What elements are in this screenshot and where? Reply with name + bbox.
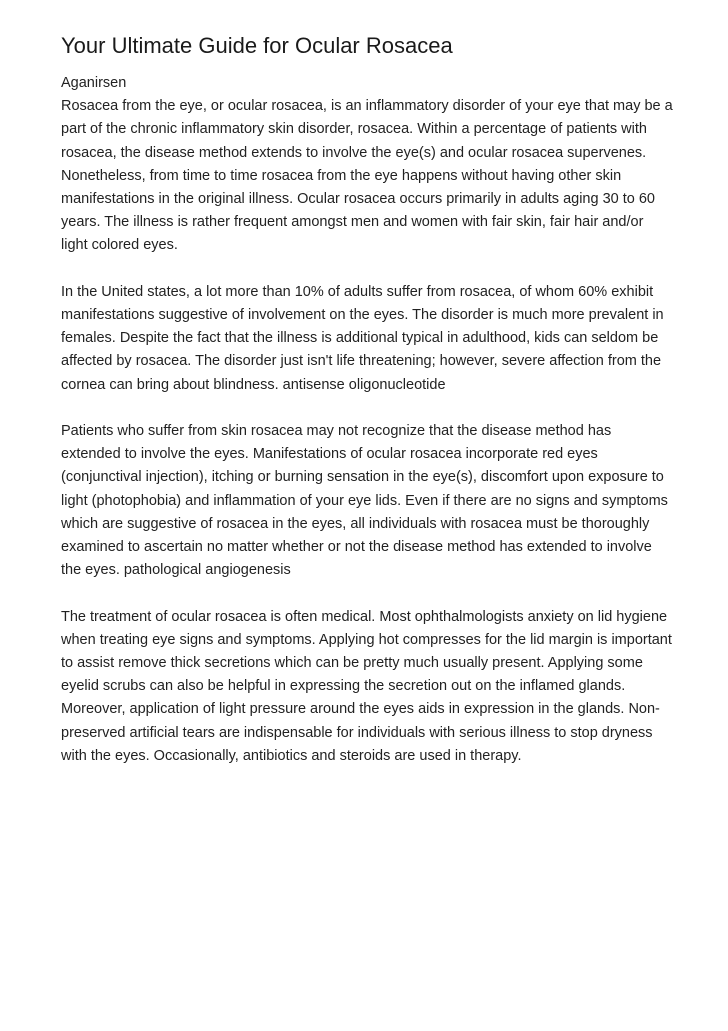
author-name: Aganirsen <box>61 75 127 91</box>
document-title: Your Ultimate Guide for Ocular Rosacea <box>61 33 453 58</box>
paragraph-3: Patients who suffer from skin rosacea may not recognize that the disease method has extended to involve the eyes. Manifestations of ocular rosacea incorporate red eyes (conjunctival injection), itching or burning sensation in the eye(s), discomfort upon exposure to light (photophobia) and inflammation of your eye lids. Even if there are no signs and symptoms which are suggestive of rosacea in the eyes, all individuals with rosacea must be thoroughly examined to ascertain no matter whether or not the disease method has extended to involve the eyes. pathological angiogenesis <box>61 423 668 579</box>
document-page <box>61 32 673 791</box>
paragraph-4: The treatment of ocular rosacea is often medical. Most ophthalmologists anxiety on lid hygiene when treating eye signs and symptoms. Applying hot compresses for the lid margin is important to assist remove thick secretions which can be pretty much usually present. Applying some eyelid scrubs can also be helpful in expressing the secretion out on the inflamed glands. Moreover, application of light pressure around the eyes aids in expression in the glands. Non-preserved artificial tears are indispensable for individuals with serious illness to stop dryness with the eyes. Occasionally, antibiotics and steroids are used in therapy. <box>61 608 672 764</box>
paragraph-2: In the United states, a lot more than 10% of adults suffer from rosacea, of whom 60% exhibit manifestations suggestive of involvement on the eyes. The disorder is much more prevalent in females. Despite the fact that the illness is additional typical in adulthood, kids can seldom be affected by rosacea. The disorder just isn't life threatening; however, severe affection from the cornea can bring about blindness. antisense oligonucleotide <box>61 283 664 393</box>
paragraph-1: Rosacea from the eye, or ocular rosacea, is an inflammatory disorder of your eye that may be a part of the chronic inflammatory skin disorder, rosacea. Within a percentage of patients with rosacea, the disease method extends to involve the eye(s) and ocular rosacea supervenes. Nonetheless, from time to time rosacea from the eye happens without having other skin manifestations in the original illness. Ocular rosacea occurs primarily in adults aging 30 to 60 years. The illness is rather frequent amongst men and women with fair skin, fair hair and/or light colored eyes. <box>61 98 673 254</box>
